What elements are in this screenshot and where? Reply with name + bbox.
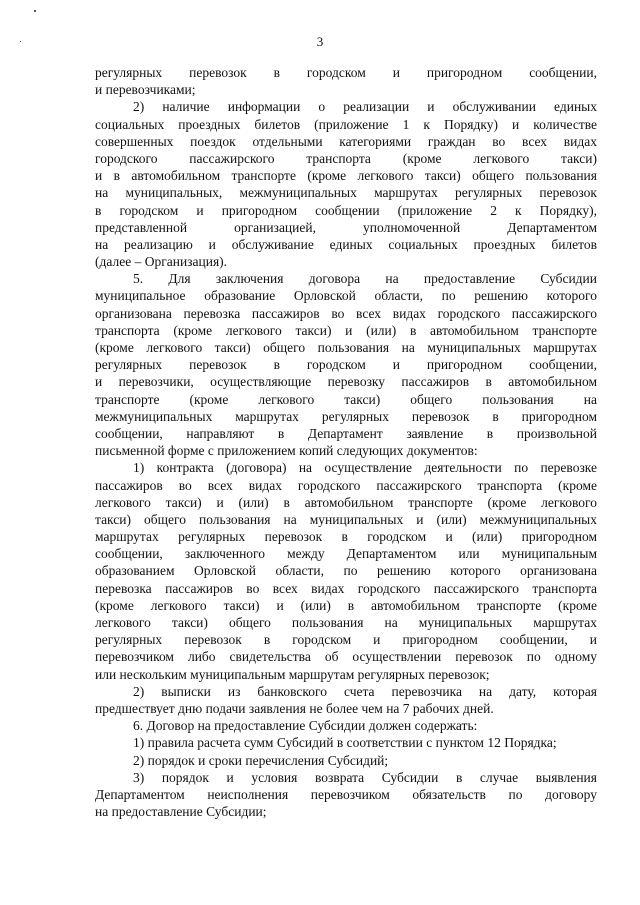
text-line: в городском и пригородном сообщении (приложение 2 к Порядку), (95, 202, 597, 218)
text-line: транспорта (кроме легкового такси) и (или) в автомобильном транспорте (95, 322, 597, 338)
text-line: или нескольким муниципальным маршрутам регулярных перевозок; (95, 666, 490, 682)
text-line: легкового такси) общего пользования на муниципальных маршрутах (95, 615, 597, 630)
page-number: 3 (316, 34, 324, 49)
text-line: межмуниципальных маршрутах регулярных перевозок в пригородном (95, 408, 597, 424)
text-line: (кроме легкового такси) общего пользования на муниципальных маршрутах (95, 340, 597, 355)
text-line: сообщении, заключенного между Департаментом или муниципальным (95, 546, 597, 562)
text-line: 5. Для заключения договора на предоставление Субсидии (133, 271, 597, 287)
text-line: городского пассажирского транспорта (кроме легкового такси) (95, 150, 597, 166)
text-line: перевозчиком либо свидетельства об осуществлении перевозок по одному (95, 649, 597, 665)
text-line: и перевозчиками; (95, 82, 196, 98)
text-line: перевозка пассажиров во всех видах городского пассажирского транспорта (95, 580, 597, 596)
text-line: транспорте (кроме легкового такси) общего пользования на (95, 391, 597, 407)
text-line: Департаментом неисполнения перевозчиком обязательств по договору (95, 786, 597, 802)
text-line: на реализацию и обслуживание единых социальных проездных билетов (95, 236, 597, 252)
text-line: 1) контракта (договора) на осуществление деятельности по перевозке (133, 460, 597, 476)
text-line: на муниципальных, межмуниципальных маршрутах регулярных перевозок (95, 185, 597, 201)
text-line: 2) наличие информации о реализации и обслуживании единых (133, 99, 597, 115)
text-line: 3) порядок и условия возврата Субсидии в случае выявления (133, 769, 597, 785)
text-line: (кроме легкового такси) и (или) в автомобильном транспорте (кроме (95, 597, 597, 613)
text-line: и в автомобильном транспорте (кроме легкового такси) общего пользования (95, 168, 597, 184)
text-line: 2) порядок и сроки перечисления Субсидий; (133, 752, 389, 768)
text-line: муниципальное образование Орловской области, по решению которого (95, 288, 597, 304)
text-line: 6. Договор на предоставление Субсидии должен содержать: (133, 718, 478, 734)
text-line: (далее – Организация). (95, 254, 228, 270)
text-line: социальных проездных билетов (приложение 1 к Порядку) и количестве (95, 116, 597, 132)
text-line: сообщении, направляют в Департамент заявление в произвольной (95, 425, 597, 441)
text-line: регулярных перевозок в городском и пригородном сообщении, (95, 357, 597, 373)
text-line: пассажиров во всех видах городского пассажирского транспорта (кроме (95, 477, 597, 493)
text-line: такси) общего пользования на муниципальных и (или) межмуниципальных (95, 511, 597, 527)
text-line: 1) правила расчета сумм Субсидий в соответствии с пунктом 12 Порядка; (133, 735, 557, 751)
text-line: регулярных перевозок в городском и пригородном сообщении, и (95, 632, 597, 648)
text-line: легкового такси) и (или) в автомобильном транспорте (кроме легкового (95, 494, 597, 510)
document-body (95, 64, 597, 820)
text-line: образованием Орловской области, по решению которого организована (95, 563, 597, 579)
text-line: предшествует дню подачи заявления не более чем на 7 рабочих дней. (95, 700, 494, 716)
text-line: регулярных перевозок в городском и пригородном сообщении, (95, 65, 597, 80)
text-line: представленной организацией, уполномоченной Департаментом (95, 219, 597, 235)
text-line: маршрутах регулярных перевозок в городском и (или) пригородном (95, 529, 597, 545)
scan-artifact-dot (34, 10, 36, 12)
text-line: письменной форме с приложением копий следующих документов: (95, 443, 478, 459)
text-line: на предоставление Субсидии; (95, 804, 267, 820)
text-line: совершенных поездок отдельными категориями граждан во всех видах (95, 133, 597, 149)
text-line: 2) выписки из банковского счета перевозчика на дату, которая (133, 683, 597, 699)
text-line: организована перевозка пассажиров во всех видах городского пассажирского (95, 305, 597, 321)
text-line: и перевозчики, осуществляющие перевозку пассажиров в автомобильном (95, 374, 597, 390)
